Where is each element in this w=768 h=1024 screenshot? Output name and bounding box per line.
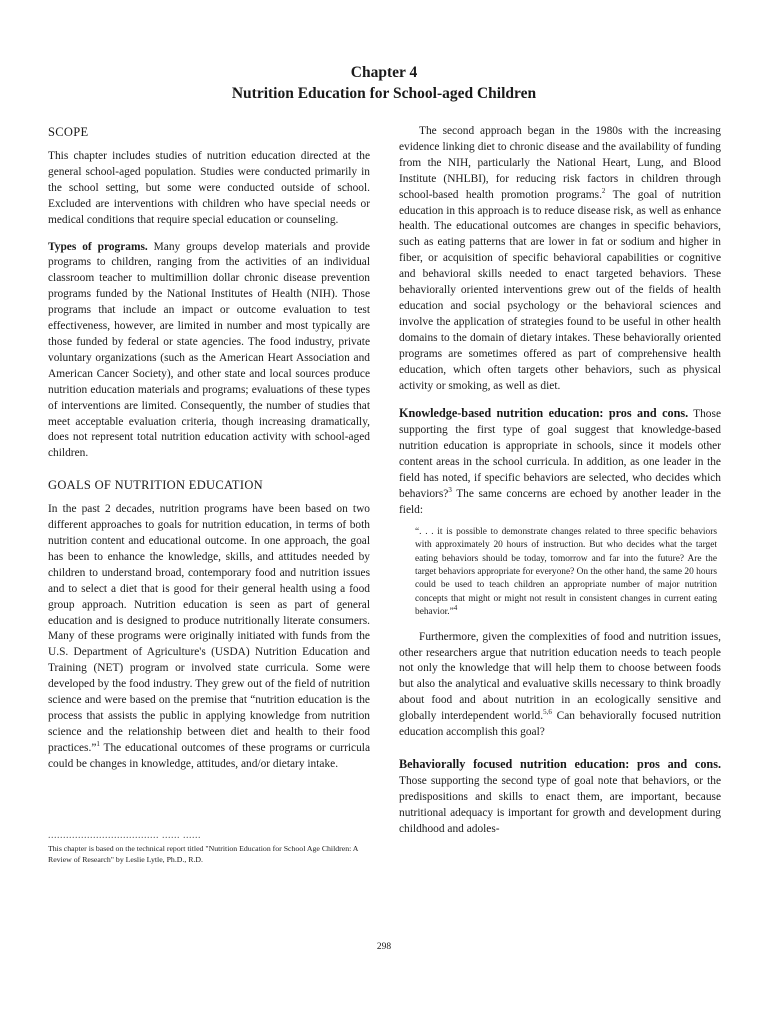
chapter-title: Nutrition Education for School-aged Children bbox=[231, 85, 537, 102]
behaviorally-focused-lead: Behaviorally focused nutrition education: pros and cons. bbox=[399, 756, 721, 771]
further-text: Furthermore, given the complexities of food and nutrition issues, other researchers argue that nutrition education needs to teach people not only the knowledge that will help them to choose between foods but also the analytical and evaluative skills necessary to think broadly about food and about nutrition in an ecologically sensitive and globally interdependent world. bbox=[399, 630, 721, 723]
quote-ref: 4 bbox=[453, 604, 458, 613]
types-text: Many groups develop materials and provide programs to children, ranging from the activities of an individual classroom teacher to multimillion dollar chronic disease prevention programs funded by the National Institutes of Health (NIH). Those programs that include an impact or outcome evaluation to test effectiveness, however, are limited in number and most typically are those funded by federal or state agencies. The food industry, private voluntary organizations (such as the American Heart Association and American Cancer Society), and other state and local sources produce nutrition education materials and programs; evaluations of these types of interventions are limited. Consequently, the number of studies that meet acceptable evaluation criteria, though increasing dramatically, does not represent total nutrition education activity with school-aged children. bbox=[48, 240, 370, 460]
block-quote bbox=[399, 526, 721, 620]
goals-text: In the past 2 decades, nutrition programs have been based on two different approaches to goals for nutrition education, in terms of both nutrition content and educational outcome. In one approach, the goal has been to enhance the knowledge, skills, and attitudes needed by children to understand broad, contemporary food and nutrition issues and to select a diet that is good for their general health using a food group approach. Nutrition education is seen as part of general education and is designed to produce nutritionally literate consumers. Many of these programs were originally initiated with funds from the U.S. Department of Agriculture's (USDA) Nutrition Education and Training (NET) program or involved state curricula. Some were developed by the food industry. They grew out of the field of nutrition science and were based on the premise that “nutrition education is the process that assists the public in applying knowledge from nutrition science and the relationship between diet and health to their food practices.” bbox=[48, 503, 370, 754]
knowledge-based-paragraph bbox=[399, 406, 721, 518]
second-text: The second approach began in the 1980s with the increasing evidence linking diet to chronic disease and the availability of funding from the NIH, particularly the National Heart, Lung, and Blood Institute (NHLBI), for reducing risk factors in children through school-based health promotion programs. bbox=[399, 125, 721, 201]
goals-text-2: The educational outcomes of these programs or curricula could be changes in knowledge, attitudes, and/or dietary intake. bbox=[48, 741, 370, 770]
types-paragraph bbox=[48, 240, 370, 463]
right-column bbox=[399, 124, 721, 837]
knowledge-based-text-2: The same concerns are echoed by another leader in the field: bbox=[399, 487, 721, 516]
furthermore-paragraph bbox=[399, 630, 721, 741]
knowledge-based-text: Those supporting the first type of goal suggest that knowledge-based nutrition education is appropriate in schools, since it models other content areas in the school curricula. In addition, as one leader in the field has noted, if specific behaviors are selected, who decides which behaviors? bbox=[399, 408, 721, 500]
second-text-2: The goal of nutrition education in this approach is to reduce disease risk, as well as enhance health. The educational outcomes are changes in specific behaviors, such as eating patterns that are lower in fat or sodium and higher in fiber, or acquisition of specific behavioral capabilities or cognitive and behavioral skills needed to enact targeted behaviors. These behaviorally oriented interventions grew out of the fields of health education and social psychology or the behavioral sciences and involve the application of strategies found to be useful in other health domains to the domain of dietary intakes. These behaviorally oriented programs are sometimes offered as part of comprehensive health education, which often targets other behaviors, such as physical activity or smoking, as well as diet. bbox=[399, 188, 721, 392]
footnote-rule: ..................................... ...... ...... bbox=[48, 830, 201, 841]
types-lead: Types of programs. bbox=[48, 240, 148, 253]
second-approach-paragraph bbox=[399, 124, 721, 394]
scope-text: This chapter includes studies of nutrition education directed at the general school-aged population. Studies were conducted primarily in the school setting, but some were conducted outside of school. Excluded are interventions with children who have special needs or medical conditions that require special education or counseling. bbox=[48, 150, 370, 226]
scope-paragraph bbox=[48, 149, 370, 229]
goals-ref: 1 bbox=[96, 740, 100, 749]
chapter-label: Chapter 4 bbox=[350, 64, 418, 81]
knowledge-based-lead: Knowledge-based nutrition education: pros and cons. bbox=[399, 406, 689, 421]
quote-text: “. . . it is possible to demonstrate changes related to three specific behaviors with approximately 20 hours of instruction. But who decides what the target eating behaviors should be today, tomorrow and far into the future? Are the target behaviors appropriate for everyone? On the other hand, the same 20 hours could be used to teach children an appropriate number of major nutrition concepts that might or might not result in consistent changes in current eating behavior.” bbox=[415, 526, 717, 618]
footnote: This chapter is based on the technical report titled "Nutrition Education for School Age Children: A Review of Research" by Leslie Lytle, Ph.D., R.D. bbox=[48, 844, 359, 864]
further-text-2: Can behaviorally focused nutrition education accomplish this goal? bbox=[399, 710, 721, 739]
behaviorally-focused-text: Those supporting the second type of goal note that behaviors, or the predispositions and skills to enact them, are important, because nutritional adequacy is important for growth and development during childhood and adoles- bbox=[399, 774, 721, 835]
knowledge-based-ref: 3 bbox=[448, 486, 452, 495]
page-number: 298 bbox=[376, 942, 392, 952]
further-ref: 5,6 bbox=[543, 708, 552, 717]
goals-paragraph bbox=[48, 502, 370, 772]
left-column bbox=[48, 124, 370, 773]
scope-heading: SCOPE bbox=[48, 125, 89, 139]
behaviorally-focused-paragraph bbox=[399, 757, 721, 838]
second-ref: 2 bbox=[601, 186, 606, 195]
goals-heading: GOALS OF NUTRITION EDUCATION bbox=[48, 478, 263, 493]
